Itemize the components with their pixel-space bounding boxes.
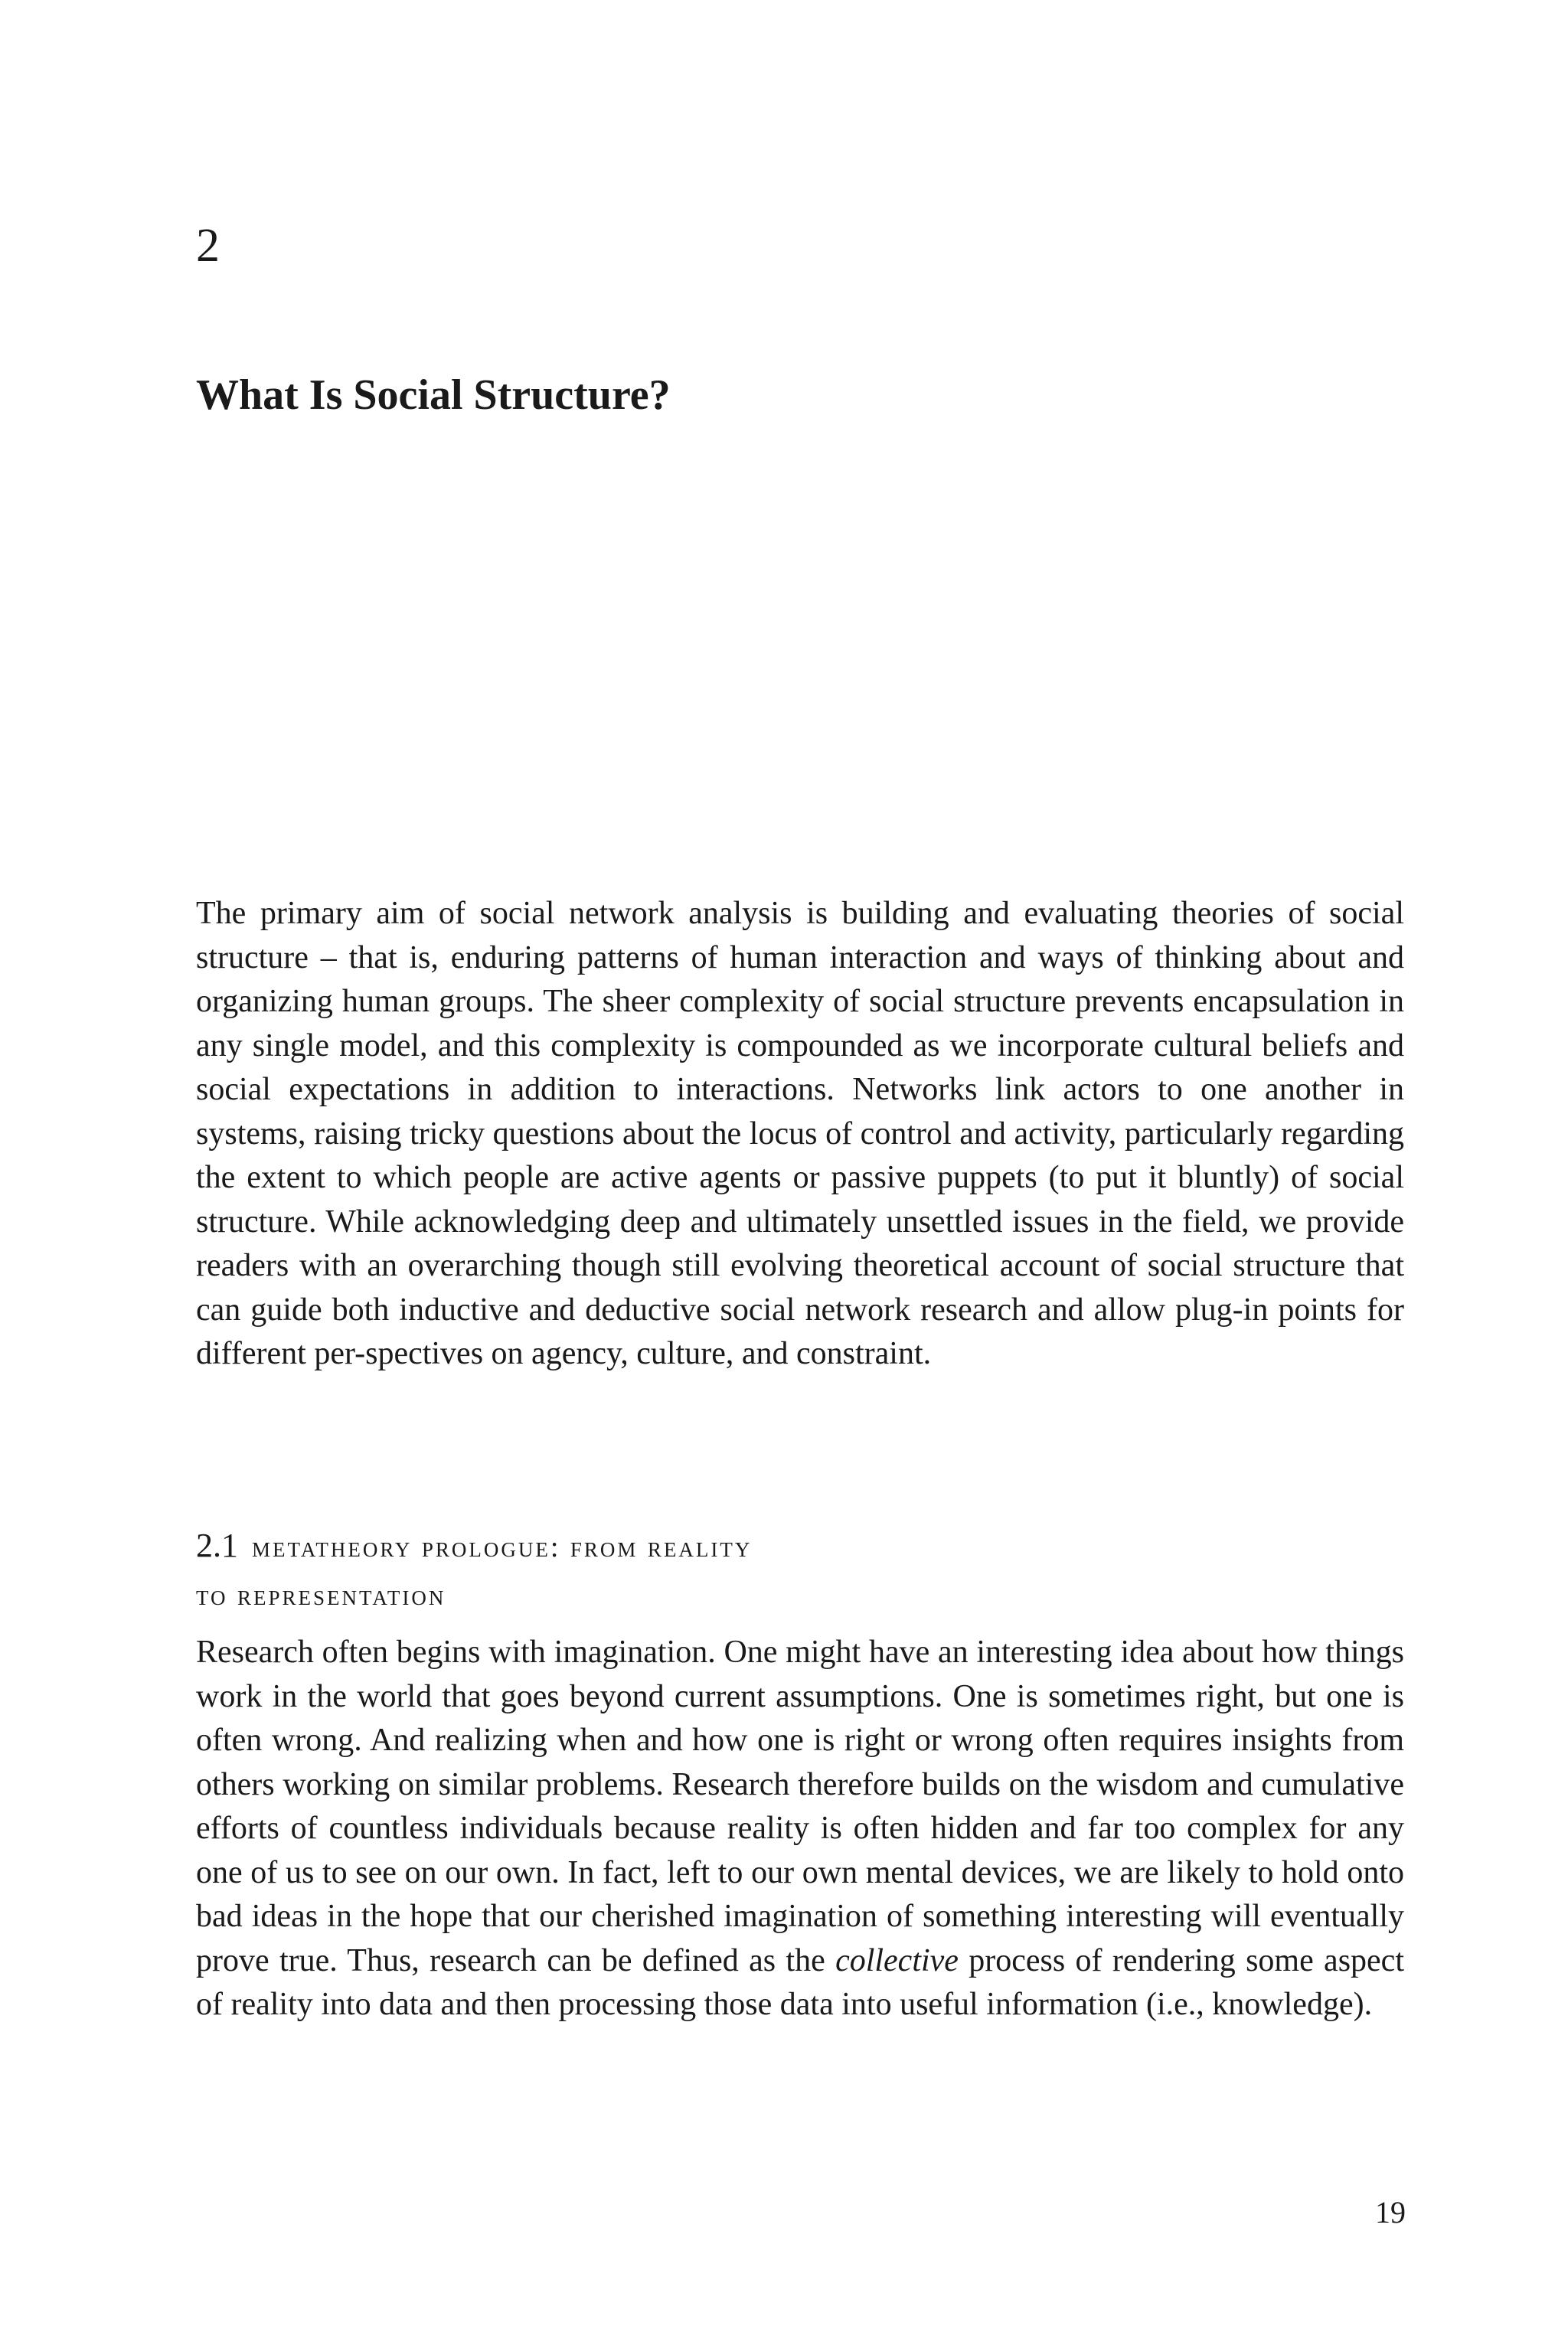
section-paragraph-text-start: Research often begins with imagination. One might have an interesting idea about how things work in the world that goes beyond current assumptions. One is sometimes right, but one is often wrong. And realizing when and how one is right or wrong often requires insights from others working on similar problems. Research therefore builds on the wisdom and cumulative efforts of countless individuals because reality is often hidden and far too complex for any one of us to see on our own. In fact, left to our own mental devices, we are likely to hold onto bad ideas in the hope that our cherished imagination of something interesting will eventually prove true. Thus, research can be defined as the bbox=[196, 1635, 1404, 1978]
intro-paragraph: The primary aim of social network analysis is building and evaluating theories of social structure – that is, enduring patterns of human interaction and ways of thinking about and organizing human groups. The sheer complexity of social structure prevents encapsulation in any single model, and this complexity is compounded as we incorporate cultural beliefs and social expectations in addition to interactions. Networks link actors to one another in systems, raising tricky questions about the locus of control and activity, particularly regarding the extent to which people are active agents or passive puppets (to put it bluntly) of social structure. While acknowledging deep and ultimately unsettled issues in the field, we provide readers with an overarching though still evolving theoretical account of social structure that can guide both inductive and deductive social network research and allow plug-in points for different per-spectives on agency, culture, and constraint. bbox=[196, 896, 1404, 1371]
chapter-title: What Is Social Structure? bbox=[196, 371, 671, 419]
section-heading bbox=[196, 1524, 1191, 1622]
section-title-line2: to representation bbox=[196, 1579, 446, 1612]
section-title-line1: metatheory prologue: from reality bbox=[252, 1531, 753, 1563]
section-paragraph-text-end: process of rendering some aspect of reality into data and then processing those data into useful information (i.e., knowledge). bbox=[196, 1942, 1404, 2022]
section-number: 2.1 bbox=[196, 1527, 238, 1564]
section-paragraph-emphasis: collective bbox=[835, 1942, 959, 1978]
page-number: 19 bbox=[1375, 2195, 1406, 2230]
chapter-number: 2 bbox=[196, 220, 220, 272]
section-paragraph bbox=[196, 1631, 1404, 2027]
